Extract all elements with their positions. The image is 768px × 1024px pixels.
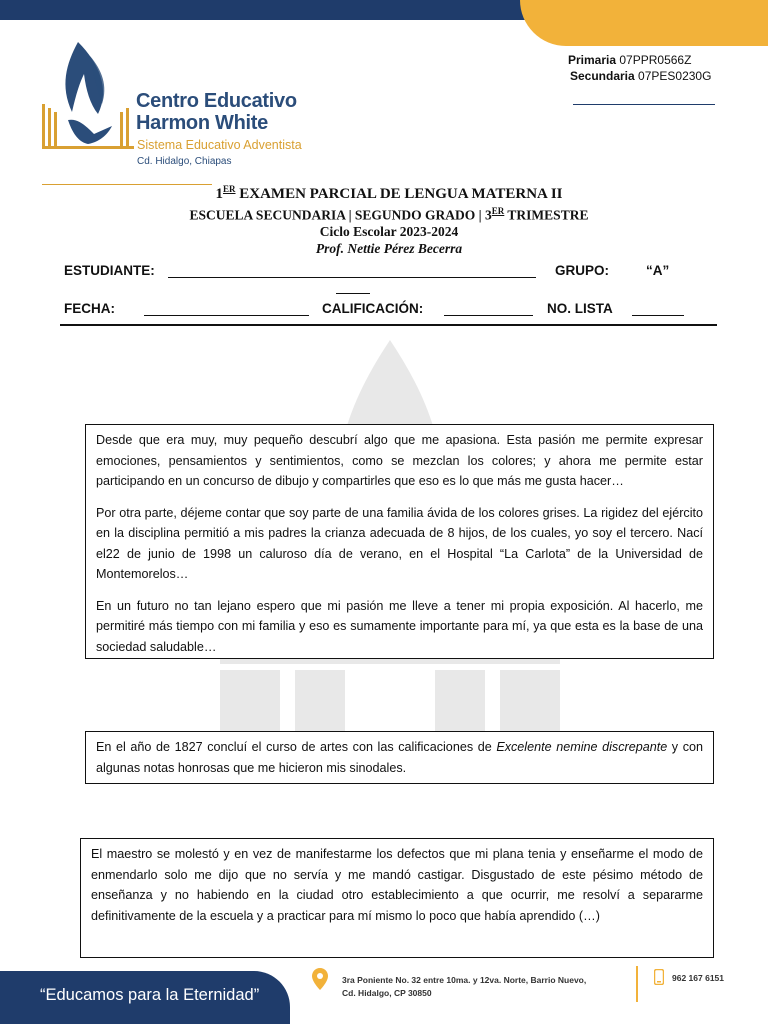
brand-subtitle: Sistema Educativo Adventista (137, 138, 302, 152)
group-value: “A” (646, 263, 670, 278)
reading-paragraph: En un futuro no tan lejano espero que mi pasión me lleve a tener mi propia exposición. Al hacerlo, me permitiré más tiempo con mi familia y eso es sumamente importante para mí, ya que esta es la base de una sociedad saludable… (96, 598, 703, 654)
reading-box-2 (85, 731, 714, 784)
grade-label: CALIFICACIÓN: (322, 301, 424, 316)
brand-city: Cd. Hidalgo, Chiapas (137, 156, 232, 167)
header-separator (60, 324, 717, 326)
school-logo-icon (38, 34, 138, 154)
exam-title: 1ER EXAMEN PARCIAL DE LENGUA MATERNA II (215, 184, 563, 202)
footer-divider (636, 966, 638, 1002)
reading-paragraph: Por otra parte, déjeme contar que soy parte de una familia ávida de los colores grises. La rigidez del ejército en la disciplina permitió a mis padres la crianza adecuada de 8 hijos, de los cuales, yo soy el tercero. Nací el22 de junio de 1998 un caluroso día de verano, en el Hospital “La Carlota” de la Universidad de Montemorelos… (96, 505, 703, 581)
reading-paragraph: El maestro se molestó y en vez de manifestarme los defectos que mi plana tenia y enseñarme el modo de enmendarlo solo me dijo que no servía y me mandó castigar. Disgustado de este pésimo método de enseñanza y no habiendo en la ciudad otro establecimiento a que ocurrir, me resolví a separarme definitivamente de la escuela y a practicar para mí mismo lo poco que había aprendido (…) (91, 847, 703, 923)
primaria-code: Primaria 07PPR0566Z (568, 53, 692, 67)
date-label: FECHA: (64, 301, 115, 316)
list-number-input-line[interactable] (632, 315, 684, 316)
header-gold-band (520, 0, 768, 46)
exam-school-year: Ciclo Escolar 2023-2024 (319, 223, 459, 239)
footer-phone: 962 167 6151 (672, 973, 724, 983)
exam-school-grade: ESCUELA SECUNDARIA | SEGUNDO GRADO | 3ER TRIMESTRE (189, 206, 589, 223)
student-input-line-continuation (336, 293, 370, 294)
footer-address: 3ra Poniente No. 32 entre 10ma. y 12va. Norte, Barrio Nuevo, Cd. Hidalgo, CP 30850 (342, 975, 587, 998)
phone-icon (654, 969, 664, 985)
exam-teacher: Prof. Nettie Pérez Becerra (315, 240, 463, 256)
reading-box-3 (80, 838, 714, 958)
footer-slogan: “Educamos para la Eternidad” (40, 986, 260, 1004)
brand-name-line2: Harmon White (136, 112, 268, 134)
student-label: ESTUDIANTE: (64, 263, 155, 278)
student-input-line[interactable] (168, 277, 536, 278)
reading-paragraph: Desde que era muy, muy pequeño descubrí algo que me apasiona. Esta pasión me permite expresar emociones, pensamientos y sentimientos, como se mezclan los colores; y ahora me permite estar participando en un concurso de dibujo y compartirles que eso es lo que más me gusta hacer… (96, 433, 703, 488)
list-number-label: NO. LISTA (547, 301, 613, 316)
group-label: GRUPO: (555, 263, 609, 278)
reading-paragraph: En el año de 1827 concluí el curso de artes con las calificaciones de Excelente nemine discrepante y con algunas notas honrosas que me hicieron mis sinodales. (96, 740, 703, 775)
date-input-line[interactable] (144, 315, 309, 316)
brand-name-line1: Centro Educativo (136, 90, 297, 112)
secundaria-code: Secundaria 07PES0230G (570, 69, 712, 83)
header-signature-line (573, 104, 715, 105)
location-pin-icon (311, 967, 329, 991)
header-navy-band (0, 0, 560, 20)
reading-box-1 (85, 424, 714, 659)
exam-title-block (0, 181, 768, 257)
grade-input-line[interactable] (444, 315, 533, 316)
